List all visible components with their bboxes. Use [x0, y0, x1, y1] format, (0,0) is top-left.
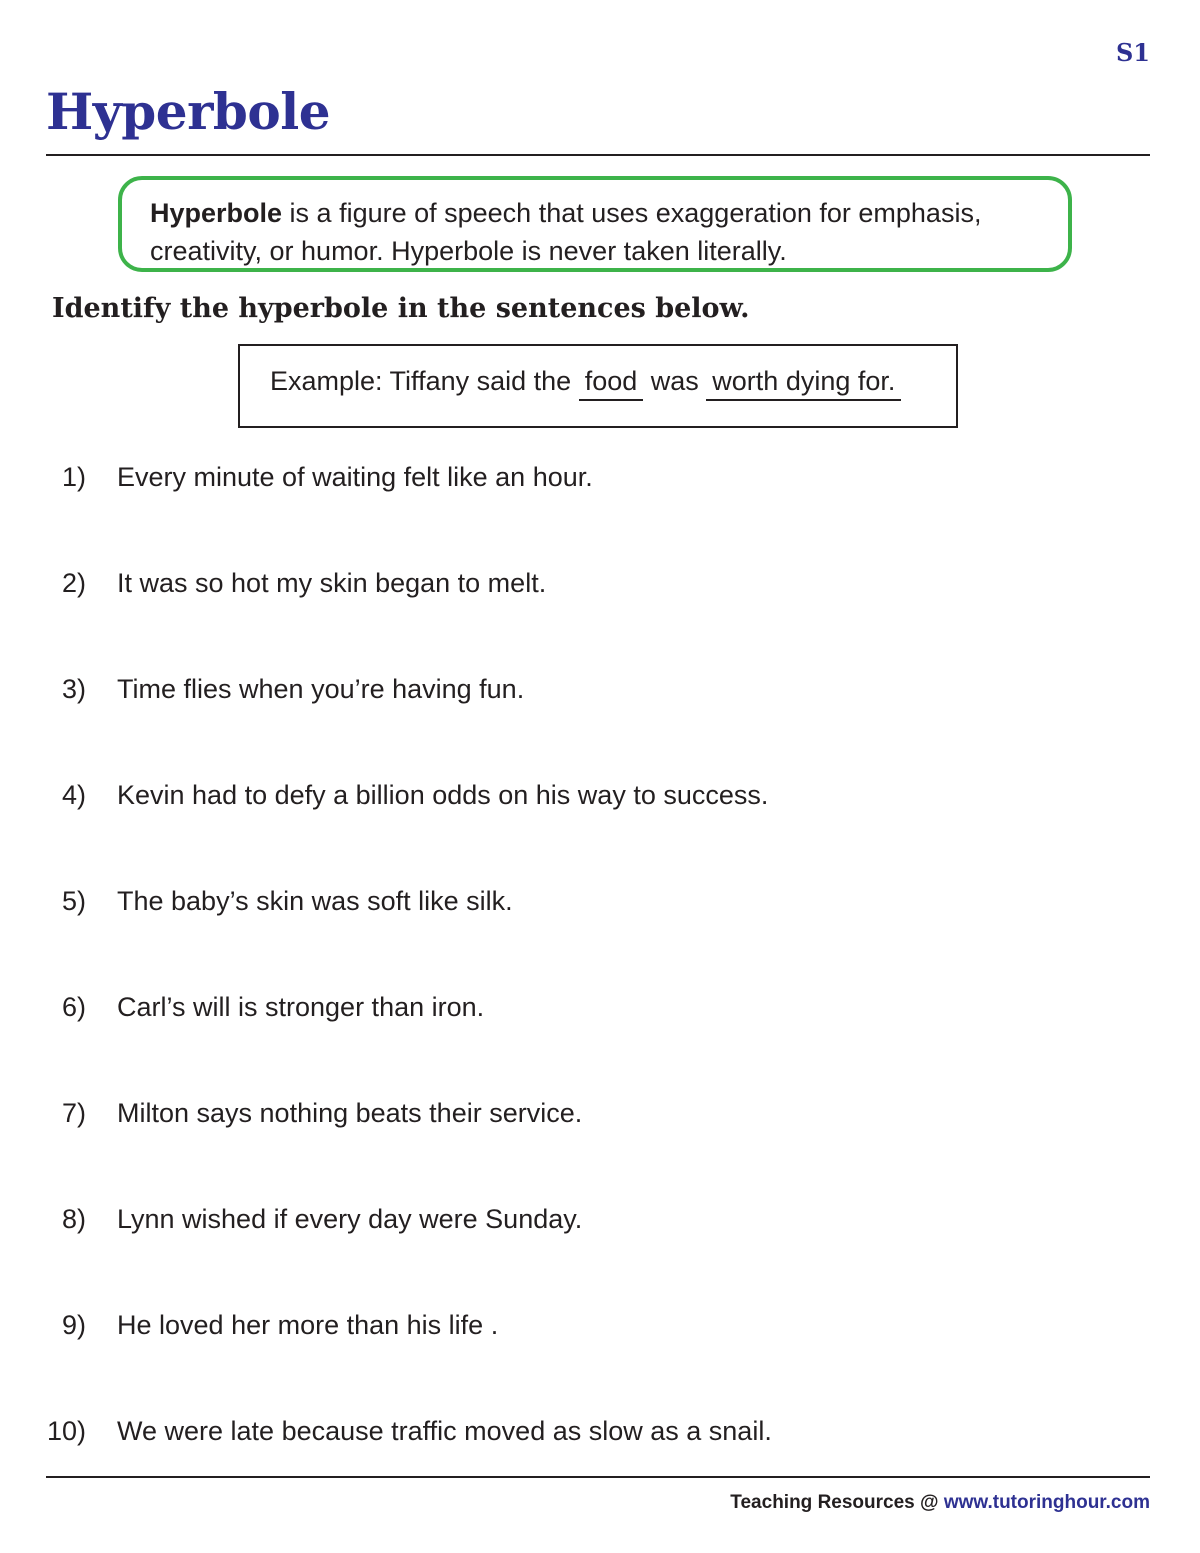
- example-box: [238, 344, 958, 428]
- example-answer-1: food: [579, 368, 644, 401]
- list-item: [40, 1197, 1150, 1303]
- item-number: 4): [61, 780, 86, 810]
- footer-link[interactable]: www.tutoringhour.com: [943, 1492, 1150, 1513]
- item-sentence: Every minute of waiting felt like an hour.: [117, 462, 593, 492]
- footer-label: Teaching Resources @: [730, 1492, 944, 1513]
- item-number: 1): [61, 462, 86, 492]
- item-sentence: Carl’s will is stronger than iron.: [117, 992, 485, 1022]
- item-sentence: Time flies when you’re having fun.: [117, 674, 525, 704]
- item-sentence: Lynn wished if every day were Sunday.: [117, 1204, 583, 1234]
- list-item: [40, 561, 1150, 667]
- item-number: 6): [61, 992, 86, 1022]
- item-number: 2): [61, 568, 86, 598]
- footer: [730, 1492, 1150, 1514]
- item-number: 7): [61, 1098, 86, 1128]
- list-item: [40, 1303, 1150, 1409]
- example-prefix: Example: Tiffany said the: [270, 366, 572, 396]
- item-sentence: It was so hot my skin began to melt.: [117, 568, 547, 598]
- item-number: 3): [61, 674, 86, 704]
- list-item: [40, 773, 1150, 879]
- top-divider: [46, 154, 1150, 156]
- example-middle: was: [650, 366, 699, 396]
- page-title: Hyperbole: [46, 82, 331, 141]
- item-sentence: We were late because traffic moved as slow as a snail.: [117, 1416, 772, 1446]
- item-number: 9): [61, 1310, 86, 1340]
- list-item: [40, 1091, 1150, 1197]
- list-item: [40, 985, 1150, 1091]
- list-item: [40, 455, 1150, 561]
- item-sentence: He loved her more than his life .: [117, 1310, 499, 1340]
- example-answer-2: worth dying for.: [706, 368, 901, 401]
- instruction-heading: Identify the hyperbole in the sentences below.: [52, 293, 750, 324]
- item-sentence: Kevin had to defy a billion odds on his way to success.: [117, 780, 769, 810]
- list-item: [40, 667, 1150, 773]
- item-sentence: The baby’s skin was soft like silk.: [117, 886, 513, 916]
- item-number: 8): [61, 1204, 86, 1234]
- bottom-divider: [46, 1476, 1150, 1478]
- item-sentence: Milton says nothing beats their service.: [117, 1098, 583, 1128]
- item-number: 10): [46, 1416, 86, 1446]
- worksheet-code: S1: [1115, 38, 1150, 67]
- list-item: [40, 879, 1150, 985]
- definition-term: Hyperbole: [150, 198, 283, 228]
- definition-line-2: creativity, or humor. Hyperbole is never taken literally.: [150, 236, 787, 266]
- sentence-list: [40, 455, 1150, 1515]
- item-number: 5): [61, 886, 86, 916]
- definition-box: [118, 176, 1072, 272]
- definition-line-1: is a figure of speech that uses exaggeration for emphasis,: [282, 198, 982, 228]
